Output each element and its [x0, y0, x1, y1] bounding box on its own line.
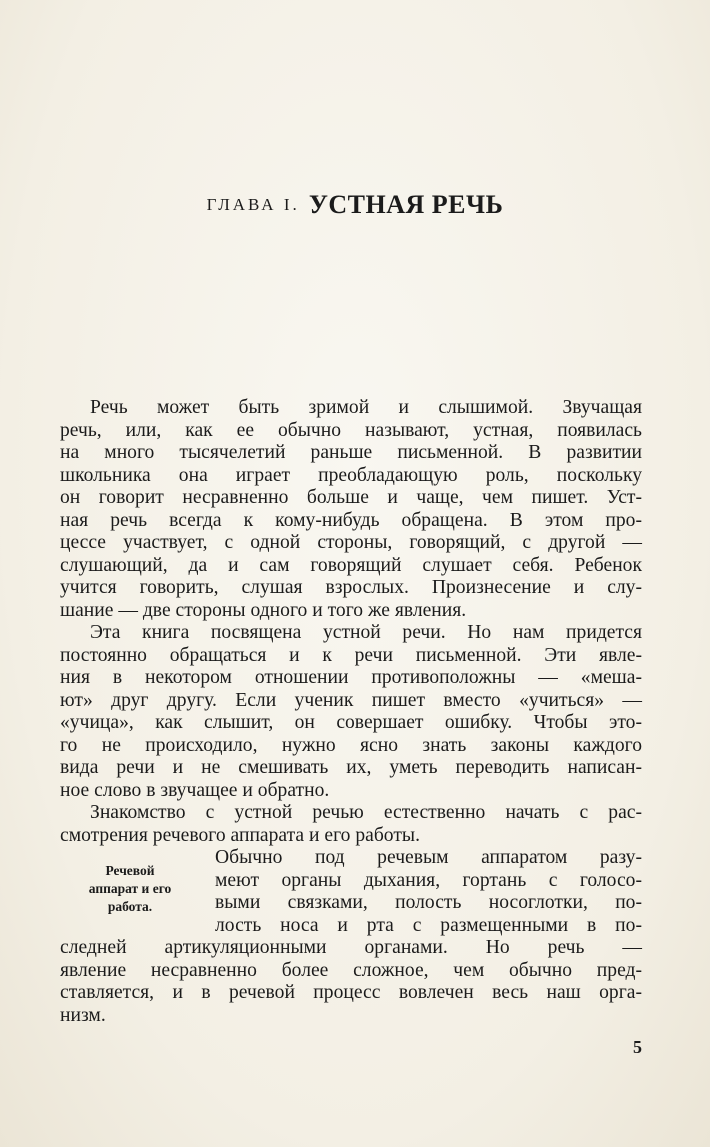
paragraph-1-line: учится говорить, слушая взрослых. Произнесение и слу-: [60, 577, 642, 598]
paragraph-2-line: ния в некотором отношении противоположны — «меша-: [60, 667, 642, 688]
paragraph-2-line: постоянно обращаться и к речи письменной. Эти явле-: [60, 644, 642, 666]
paragraph-4-line: следней артикуляционными органами. Но речь —: [60, 937, 642, 958]
margin-note: [60, 862, 200, 916]
paragraph-2-line: ное слово в звучащее и обратно.: [60, 779, 330, 801]
paragraph-1-line: речь, или, как ее обычно называют, устная, появилась: [60, 419, 642, 441]
paragraph-4-line: ставляется, и в речевой процесс вовлечен весь наш орга-: [60, 982, 642, 1003]
paragraph-4-line: явление несравненно более сложное, чем обычно пред-: [60, 959, 642, 981]
paragraph-3-line: смотрения речевого аппарата и его работы.: [60, 824, 420, 846]
paragraph-2-line: ют» друг другу. Если ученик пишет вместо «учиться» —: [60, 689, 642, 711]
paragraph-1-line: ная речь всегда к кому-нибудь обращена. В этом про-: [60, 509, 642, 531]
paragraph-1-line: он говорит несравненно больше и чаще, чем пишет. Уст-: [60, 487, 642, 508]
chapter-label: ГЛАВА I.: [206, 195, 300, 214]
paragraph-2-line: Эта книга посвящена устной речи. Но нам придется: [90, 622, 642, 643]
paragraph-1-line: на много тысячелетий раньше письменной. В развитии: [60, 442, 642, 463]
paragraph-1-line: школьника она играет преобладающую роль, поскольку: [60, 464, 642, 486]
margin-note-line: Речевой: [105, 863, 155, 878]
paragraph-2-line: вида речи и не смешивать их, уметь переводить написан-: [60, 757, 642, 778]
paragraph-1-line: Речь может быть зримой и слышимой. Звучащая: [90, 397, 642, 418]
paragraph-1-line: слушающий, да и сам говорящий слушает себя. Ребенок: [60, 554, 642, 576]
paragraph-4-line: меют органы дыхания, гортань с голосо-: [215, 869, 642, 891]
chapter-heading: [0, 190, 710, 220]
paragraph-2-line: го не происходило, нужно ясно знать законы каждого: [60, 734, 642, 756]
paragraph-4-line: Обычно под речевым аппаратом разу-: [215, 847, 642, 868]
paragraph-1-line: шание — две стороны одного и того же явления.: [60, 599, 467, 621]
margin-note-line: работа.: [107, 899, 153, 914]
paragraph-4-line: низм.: [60, 1004, 106, 1026]
paragraph-4-line: лость носа и рта с размещенными в по-: [215, 914, 642, 936]
paragraph-2-line: «учица», как слышит, он совершает ошибку. Чтобы это-: [60, 712, 642, 733]
page-number: 5: [633, 1037, 642, 1057]
chapter-title: УСТНАЯ РЕЧЬ: [308, 190, 504, 219]
margin-note-line: аппарат и его: [88, 881, 172, 896]
paragraph-1-line: цессе участвует, с одной стороны, говорящий, с другой —: [60, 532, 642, 553]
paragraph-3-line: Знакомство с устной речью естественно начать с рас-: [90, 802, 642, 823]
paragraph-4-line: выми связками, полость носоглотки, по-: [215, 892, 642, 913]
